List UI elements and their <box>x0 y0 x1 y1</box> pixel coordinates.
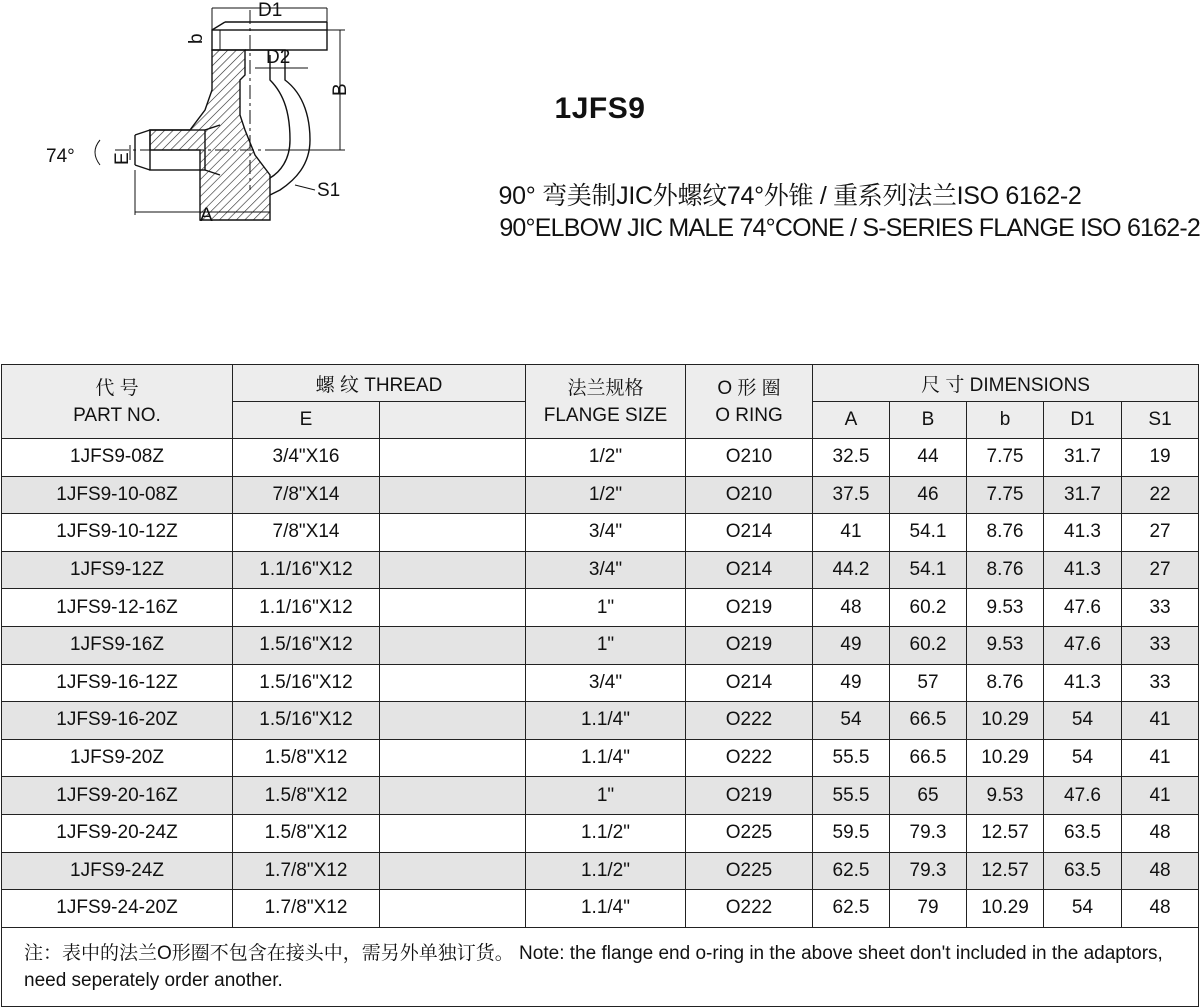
cell-dim-d1: 54 <box>1044 739 1122 777</box>
cell-dim-a: 62.5 <box>813 852 890 890</box>
table-row <box>2 439 1199 477</box>
cell-part-no: 1JFS9-20Z <box>2 739 233 777</box>
cell-dim-b-upper: 54.1 <box>890 514 967 552</box>
label-d1: D1 <box>258 0 283 21</box>
cell-dim-b-lower: 10.29 <box>967 890 1044 928</box>
cell-thread-e: 1.7/8"X12 <box>233 890 380 928</box>
cell-dim-b-lower: 8.76 <box>967 551 1044 589</box>
cell-thread-blank <box>380 514 526 552</box>
table-row <box>2 514 1199 552</box>
cell-dim-b-upper: 57 <box>890 664 967 702</box>
cell-flange-size: 1.1/2" <box>526 814 686 852</box>
cell-dim-b-lower: 9.53 <box>967 589 1044 627</box>
footnote: 注：表中的法兰O形圈不包含在接头中，需另外单独订货。 Note: the flange end o-ring in the above sheet don't included in the adaptors, need seperately order another. <box>2 927 1199 1006</box>
cell-dim-a: 48 <box>813 589 890 627</box>
cell-dim-b-upper: 66.5 <box>890 702 967 740</box>
cell-dim-d1: 47.6 <box>1044 626 1122 664</box>
cell-part-no: 1JFS9-24Z <box>2 852 233 890</box>
cell-dim-a: 41 <box>813 514 890 552</box>
cell-dim-b-lower: 8.76 <box>967 664 1044 702</box>
cell-thread-e: 1.5/16"X12 <box>233 702 380 740</box>
cell-o-ring: O214 <box>686 514 813 552</box>
cell-o-ring: O222 <box>686 702 813 740</box>
table-row <box>2 890 1199 928</box>
cell-dim-d1: 31.7 <box>1044 439 1122 477</box>
table-row <box>2 476 1199 514</box>
header-dim-s1: S1 <box>1122 402 1199 439</box>
header-flange-en: FLANGE SIZE <box>543 404 668 426</box>
table-row <box>2 739 1199 777</box>
cell-dim-b-upper: 79 <box>890 890 967 928</box>
cell-dim-b-lower: 9.53 <box>967 626 1044 664</box>
cell-dim-b-lower: 7.75 <box>967 476 1044 514</box>
cell-thread-blank <box>380 739 526 777</box>
cell-flange-size: 1/2" <box>526 439 686 477</box>
label-b-large: B <box>330 83 351 96</box>
label-s1: S1 <box>317 180 341 201</box>
header-dimensions: 尺 寸 DIMENSIONS <box>813 365 1199 402</box>
cell-dim-s1: 48 <box>1122 852 1199 890</box>
table-row <box>2 551 1199 589</box>
label-angle: 74° <box>46 146 75 167</box>
cell-dim-s1: 41 <box>1122 739 1199 777</box>
cell-dim-b-upper: 60.2 <box>890 626 967 664</box>
cell-dim-b-upper: 66.5 <box>890 739 967 777</box>
cell-flange-size: 1/2" <box>526 476 686 514</box>
cell-thread-e: 3/4"X16 <box>233 439 380 477</box>
cell-thread-blank <box>380 551 526 589</box>
cell-part-no: 1JFS9-20-16Z <box>2 777 233 815</box>
cell-dim-b-upper: 79.3 <box>890 852 967 890</box>
cell-flange-size: 3/4" <box>526 551 686 589</box>
cell-o-ring: O225 <box>686 814 813 852</box>
cell-dim-a: 44.2 <box>813 551 890 589</box>
label-e: E <box>112 152 133 165</box>
cell-dim-s1: 48 <box>1122 890 1199 928</box>
cell-dim-a: 55.5 <box>813 777 890 815</box>
cell-part-no: 1JFS9-20-24Z <box>2 814 233 852</box>
table-body <box>2 439 1199 928</box>
header-dim-d1: D1 <box>1044 402 1122 439</box>
header-flange-size <box>526 365 686 439</box>
header-dim-b-upper: B <box>890 402 967 439</box>
cell-dim-s1: 48 <box>1122 814 1199 852</box>
cell-thread-blank <box>380 890 526 928</box>
cell-dim-b-lower: 7.75 <box>967 439 1044 477</box>
cell-flange-size: 1" <box>526 777 686 815</box>
cell-part-no: 1JFS9-16-20Z <box>2 702 233 740</box>
cell-o-ring: O210 <box>686 439 813 477</box>
cell-dim-d1: 54 <box>1044 890 1122 928</box>
header-flange-cn: 法兰规格 <box>567 377 644 399</box>
cell-dim-b-lower: 10.29 <box>967 739 1044 777</box>
cell-o-ring: O214 <box>686 551 813 589</box>
cell-dim-b-upper: 44 <box>890 439 967 477</box>
cell-o-ring: O210 <box>686 476 813 514</box>
cell-dim-d1: 41.3 <box>1044 664 1122 702</box>
cell-flange-size: 3/4" <box>526 514 686 552</box>
cell-dim-s1: 33 <box>1122 626 1199 664</box>
cell-dim-s1: 27 <box>1122 514 1199 552</box>
cell-dim-s1: 33 <box>1122 664 1199 702</box>
cell-thread-e: 1.5/8"X12 <box>233 739 380 777</box>
cell-dim-a: 49 <box>813 664 890 702</box>
cell-flange-size: 1.1/2" <box>526 852 686 890</box>
cell-dim-b-upper: 65 <box>890 777 967 815</box>
cell-thread-blank <box>380 589 526 627</box>
cell-thread-e: 1.5/8"X12 <box>233 814 380 852</box>
cell-dim-s1: 41 <box>1122 702 1199 740</box>
cell-thread-e: 1.1/16"X12 <box>233 589 380 627</box>
cell-dim-d1: 47.6 <box>1044 777 1122 815</box>
cell-part-no: 1JFS9-08Z <box>2 439 233 477</box>
cell-thread-e: 7/8"X14 <box>233 476 380 514</box>
cell-dim-a: 49 <box>813 626 890 664</box>
header-part-no <box>2 365 233 439</box>
cell-thread-blank <box>380 439 526 477</box>
cell-thread-blank <box>380 777 526 815</box>
cell-dim-s1: 22 <box>1122 476 1199 514</box>
cell-dim-b-lower: 10.29 <box>967 702 1044 740</box>
cell-part-no: 1JFS9-10-12Z <box>2 514 233 552</box>
cell-flange-size: 1" <box>526 589 686 627</box>
cell-dim-d1: 41.3 <box>1044 551 1122 589</box>
table-row <box>2 702 1199 740</box>
cell-dim-s1: 19 <box>1122 439 1199 477</box>
cell-thread-blank <box>380 476 526 514</box>
cell-dim-a: 32.5 <box>813 439 890 477</box>
cell-dim-s1: 27 <box>1122 551 1199 589</box>
cell-thread-blank <box>380 626 526 664</box>
cell-thread-e: 1.5/16"X12 <box>233 626 380 664</box>
cell-dim-d1: 63.5 <box>1044 814 1122 852</box>
cell-o-ring: O219 <box>686 626 813 664</box>
cell-thread-blank <box>380 852 526 890</box>
cell-flange-size: 1.1/4" <box>526 890 686 928</box>
description-chinese: 90° 弯美制JIC外螺纹74°外锥 / 重系列法兰ISO 6162-2 <box>498 182 1082 210</box>
cell-dim-a: 59.5 <box>813 814 890 852</box>
cell-part-no: 1JFS9-12Z <box>2 551 233 589</box>
header-part-en: PART NO. <box>73 404 161 426</box>
model-title: 1JFS9 <box>554 92 646 125</box>
cell-dim-b-upper: 46 <box>890 476 967 514</box>
cell-thread-e: 1.1/16"X12 <box>233 551 380 589</box>
header-oring-cn: O 形 圈 <box>717 377 781 399</box>
cell-dim-d1: 54 <box>1044 702 1122 740</box>
cell-dim-s1: 41 <box>1122 777 1199 815</box>
cell-thread-e: 7/8"X14 <box>233 514 380 552</box>
cell-thread-blank <box>380 702 526 740</box>
header-thread-e: E <box>233 402 380 439</box>
cell-dim-b-upper: 54.1 <box>890 551 967 589</box>
cell-o-ring: O219 <box>686 777 813 815</box>
cell-part-no: 1JFS9-16Z <box>2 626 233 664</box>
cell-dim-a: 62.5 <box>813 890 890 928</box>
cell-dim-b-lower: 8.76 <box>967 514 1044 552</box>
cell-o-ring: O219 <box>686 589 813 627</box>
cell-o-ring: O225 <box>686 852 813 890</box>
cell-dim-b-lower: 12.57 <box>967 852 1044 890</box>
header-part-cn: 代 号 <box>95 377 139 399</box>
cell-flange-size: 1" <box>526 626 686 664</box>
cell-o-ring: O214 <box>686 664 813 702</box>
header-dim-b-lower: b <box>967 402 1044 439</box>
cell-dim-b-lower: 12.57 <box>967 814 1044 852</box>
cell-dim-a: 54 <box>813 702 890 740</box>
header-o-ring <box>686 365 813 439</box>
cell-thread-e: 1.7/8"X12 <box>233 852 380 890</box>
cell-thread-blank <box>380 814 526 852</box>
label-b-small: b <box>186 33 207 44</box>
cell-dim-b-lower: 9.53 <box>967 777 1044 815</box>
cell-dim-b-upper: 60.2 <box>890 589 967 627</box>
cell-o-ring: O222 <box>686 890 813 928</box>
dimensions-table <box>1 364 1199 1007</box>
cell-o-ring: O222 <box>686 739 813 777</box>
cell-dim-d1: 47.6 <box>1044 589 1122 627</box>
header-thread-blank <box>380 402 526 439</box>
description-english: 90°ELBOW JIC MALE 74°CONE / S-SERIES FLANGE ISO 6162-2 <box>499 214 1200 242</box>
header-dim-a: A <box>813 402 890 439</box>
cell-dim-d1: 63.5 <box>1044 852 1122 890</box>
label-a: A <box>200 205 213 226</box>
cell-part-no: 1JFS9-12-16Z <box>2 589 233 627</box>
cell-dim-a: 37.5 <box>813 476 890 514</box>
header-oring-en: O RING <box>715 404 783 426</box>
cell-dim-b-upper: 79.3 <box>890 814 967 852</box>
cell-dim-d1: 41.3 <box>1044 514 1122 552</box>
table-row <box>2 664 1199 702</box>
cell-part-no: 1JFS9-16-12Z <box>2 664 233 702</box>
cell-thread-e: 1.5/8"X12 <box>233 777 380 815</box>
cell-dim-a: 55.5 <box>813 739 890 777</box>
cell-part-no: 1JFS9-10-08Z <box>2 476 233 514</box>
table-row <box>2 814 1199 852</box>
table-row <box>2 589 1199 627</box>
cell-flange-size: 1.1/4" <box>526 702 686 740</box>
label-d2: D2 <box>266 47 291 68</box>
cell-dim-d1: 31.7 <box>1044 476 1122 514</box>
cell-thread-e: 1.5/16"X12 <box>233 664 380 702</box>
header-thread: 螺 纹 THREAD <box>233 365 526 402</box>
cell-dim-s1: 33 <box>1122 589 1199 627</box>
cell-flange-size: 1.1/4" <box>526 739 686 777</box>
cell-part-no: 1JFS9-24-20Z <box>2 890 233 928</box>
cell-flange-size: 3/4" <box>526 664 686 702</box>
cell-thread-blank <box>380 664 526 702</box>
table-row <box>2 777 1199 815</box>
table-row <box>2 852 1199 890</box>
table-row <box>2 626 1199 664</box>
